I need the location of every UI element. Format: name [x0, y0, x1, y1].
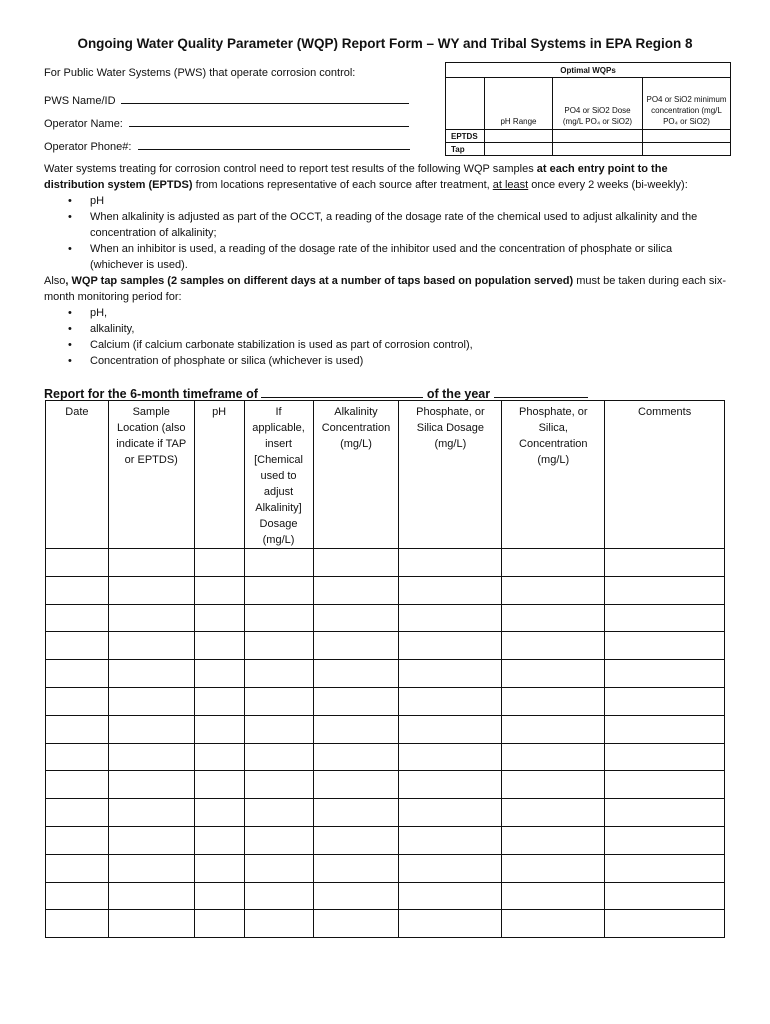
- table-cell[interactable]: [244, 549, 313, 577]
- table-cell[interactable]: [46, 632, 109, 660]
- table-cell[interactable]: [46, 771, 109, 799]
- table-cell[interactable]: [46, 826, 109, 854]
- table-cell[interactable]: [313, 743, 399, 771]
- table-row: [46, 604, 725, 632]
- table-cell[interactable]: [194, 687, 244, 715]
- operator-phone-row: [44, 138, 410, 153]
- table-cell[interactable]: [502, 743, 605, 771]
- table-cell[interactable]: [313, 882, 399, 910]
- table-cell[interactable]: [313, 660, 399, 688]
- pws-name-label: PWS Name/ID: [44, 95, 116, 107]
- table-cell[interactable]: [244, 854, 313, 882]
- year-field[interactable]: [494, 386, 588, 398]
- table-cell[interactable]: [244, 604, 313, 632]
- table-cell[interactable]: [46, 687, 109, 715]
- para1-text-bold: at each entry point to the distribution system (EPTDS): [44, 163, 668, 191]
- table-cell[interactable]: [399, 660, 502, 688]
- wqp-col-ph: pH Range: [485, 78, 553, 130]
- table-row: [46, 632, 725, 660]
- col-date-header: Date: [46, 401, 109, 549]
- table-cell[interactable]: [194, 632, 244, 660]
- operator-phone-field[interactable]: [138, 138, 410, 150]
- wqp-row-tap: Tap: [446, 143, 485, 156]
- table-cell[interactable]: [399, 771, 502, 799]
- table-cell[interactable]: [244, 771, 313, 799]
- table-row: [46, 799, 725, 827]
- table-cell[interactable]: [108, 826, 194, 854]
- table-cell[interactable]: [605, 549, 725, 577]
- table-cell[interactable]: [605, 854, 725, 882]
- wqp-tap-dose-cell[interactable]: [553, 143, 643, 156]
- table-cell[interactable]: [46, 576, 109, 604]
- report-heading-text-b: of the year: [426, 387, 491, 401]
- para2-text-c: must be taken during each six-month monitoring period for:: [44, 275, 727, 303]
- table-row: [46, 576, 725, 604]
- wqp-col-dose: PO4 or SiO2 Dose (mg/L PO₄ or SiO2): [553, 78, 643, 130]
- table-cell[interactable]: [194, 771, 244, 799]
- table-cell[interactable]: [46, 715, 109, 743]
- table-cell[interactable]: [313, 715, 399, 743]
- table-cell[interactable]: [313, 576, 399, 604]
- table-cell[interactable]: [399, 910, 502, 938]
- table-row: [46, 882, 725, 910]
- intro-line: For Public Water Systems (PWS) that operate corrosion control:: [44, 67, 356, 79]
- table-cell[interactable]: [399, 576, 502, 604]
- table-cell[interactable]: [399, 549, 502, 577]
- timeframe-field[interactable]: [261, 386, 423, 398]
- table-cell[interactable]: [244, 743, 313, 771]
- para1-text-underline: at least: [492, 179, 529, 191]
- table-cell[interactable]: [399, 882, 502, 910]
- table-row: [46, 910, 725, 938]
- table-cell[interactable]: [605, 632, 725, 660]
- table-cell[interactable]: [46, 549, 109, 577]
- list-item: • Concentration of phosphate or silica (whichever is used): [44, 353, 726, 369]
- table-cell[interactable]: [605, 687, 725, 715]
- col-phosphate-dosage-header: Phosphate, or Silica Dosage (mg/L): [399, 401, 502, 549]
- table-cell[interactable]: [108, 799, 194, 827]
- table-cell[interactable]: [194, 799, 244, 827]
- table-cell[interactable]: [399, 743, 502, 771]
- table-row: [46, 854, 725, 882]
- table-cell[interactable]: [399, 826, 502, 854]
- table-cell[interactable]: [244, 799, 313, 827]
- tap-paragraph: [44, 273, 726, 305]
- table-cell[interactable]: [46, 910, 109, 938]
- table-cell[interactable]: [46, 799, 109, 827]
- table-cell[interactable]: [502, 549, 605, 577]
- list-item: • When an inhibitor is used, a reading of the dosage rate of the inhibitor used and the concentration of phosphate or silica (whichever is used).: [44, 241, 726, 273]
- para1-text-a: Water systems treating for corrosion control need to report test results of the following WQP samples: [44, 163, 537, 175]
- list-item: • pH: [44, 193, 726, 209]
- table-cell[interactable]: [46, 604, 109, 632]
- table-cell[interactable]: [313, 771, 399, 799]
- table-cell[interactable]: [46, 854, 109, 882]
- para2-text-bold: , WQP tap samples (2 samples on different days at a number of taps based on population served): [65, 275, 574, 287]
- table-cell[interactable]: [605, 799, 725, 827]
- operator-name-row: [44, 115, 409, 130]
- report-table-body: [46, 549, 725, 938]
- table-cell[interactable]: [194, 882, 244, 910]
- eptds-bullet-list: [44, 193, 726, 273]
- wqp-tap-ph-cell[interactable]: [485, 143, 553, 156]
- table-cell[interactable]: [244, 687, 313, 715]
- col-alkalinity-conc-header: Alkalinity Concentration (mg/L): [313, 401, 399, 549]
- table-cell[interactable]: [194, 826, 244, 854]
- table-cell[interactable]: [399, 799, 502, 827]
- table-cell[interactable]: [399, 604, 502, 632]
- table-cell[interactable]: [108, 632, 194, 660]
- list-item: • pH,: [44, 305, 726, 321]
- table-cell[interactable]: [502, 715, 605, 743]
- wqp-col-conc: PO4 or SiO2 minimum concentration (mg/L PO₄ or SiO2): [643, 78, 731, 130]
- wqp-row-eptds: EPTDS: [446, 130, 485, 143]
- pws-name-field[interactable]: [121, 92, 409, 104]
- table-cell[interactable]: [399, 715, 502, 743]
- table-cell[interactable]: [313, 549, 399, 577]
- table-cell[interactable]: [502, 576, 605, 604]
- table-cell[interactable]: [194, 604, 244, 632]
- table-cell[interactable]: [502, 799, 605, 827]
- table-cell[interactable]: [313, 799, 399, 827]
- report-heading-text-a: Report for the 6-month timeframe of: [44, 387, 258, 401]
- wqp-eptds-conc-cell[interactable]: [643, 130, 731, 143]
- table-cell[interactable]: [605, 771, 725, 799]
- col-sample-location-header: Sample Location (also indicate if TAP or EPTDS): [108, 401, 194, 549]
- table-cell[interactable]: [502, 632, 605, 660]
- list-item: • Calcium (if calcium carbonate stabilization is used as part of corrosion control),: [44, 337, 726, 353]
- table-cell[interactable]: [399, 687, 502, 715]
- col-ph-header: pH: [194, 401, 244, 549]
- table-cell[interactable]: [194, 743, 244, 771]
- table-cell[interactable]: [244, 632, 313, 660]
- table-cell[interactable]: [502, 882, 605, 910]
- table-cell[interactable]: [108, 604, 194, 632]
- table-cell[interactable]: [313, 632, 399, 660]
- table-cell[interactable]: [108, 854, 194, 882]
- table-cell[interactable]: [244, 660, 313, 688]
- table-cell[interactable]: [46, 743, 109, 771]
- table-cell[interactable]: [194, 549, 244, 577]
- wqp-eptds-ph-cell[interactable]: [485, 130, 553, 143]
- table-cell[interactable]: [194, 660, 244, 688]
- pws-name-row: [44, 92, 409, 107]
- table-cell[interactable]: [108, 660, 194, 688]
- table-cell[interactable]: [399, 632, 502, 660]
- table-cell[interactable]: [605, 715, 725, 743]
- table-cell[interactable]: [605, 604, 725, 632]
- optimal-wqp-table: [445, 62, 731, 156]
- col-phosphate-conc-header: Phosphate, or Silica, Concentration (mg/L): [502, 401, 605, 549]
- table-cell[interactable]: [244, 715, 313, 743]
- table-cell[interactable]: [108, 715, 194, 743]
- table-cell[interactable]: [108, 743, 194, 771]
- table-cell[interactable]: [194, 715, 244, 743]
- table-cell[interactable]: [244, 882, 313, 910]
- table-cell[interactable]: [313, 910, 399, 938]
- wqp-eptds-dose-cell[interactable]: [553, 130, 643, 143]
- col-comments-header: Comments: [605, 401, 725, 549]
- table-cell[interactable]: [108, 576, 194, 604]
- table-cell[interactable]: [399, 854, 502, 882]
- operator-name-field[interactable]: [129, 115, 409, 127]
- table-cell[interactable]: [502, 687, 605, 715]
- table-cell[interactable]: [313, 826, 399, 854]
- table-cell[interactable]: [313, 604, 399, 632]
- wqp-header: Optimal WQPs: [446, 63, 731, 78]
- table-cell[interactable]: [605, 576, 725, 604]
- eptds-paragraph: [44, 161, 726, 369]
- table-cell[interactable]: [605, 882, 725, 910]
- table-cell[interactable]: [108, 771, 194, 799]
- table-cell[interactable]: [502, 660, 605, 688]
- table-cell[interactable]: [605, 743, 725, 771]
- operator-phone-label: Operator Phone#:: [44, 141, 132, 153]
- table-cell[interactable]: [605, 660, 725, 688]
- table-cell[interactable]: [108, 687, 194, 715]
- table-cell[interactable]: [244, 910, 313, 938]
- list-item: • When alkalinity is adjusted as part of the OCCT, a reading of the dosage rate of the chemical used to adjust alkalinity and the concentration of alkalinity;: [44, 209, 726, 241]
- table-cell[interactable]: [108, 882, 194, 910]
- table-cell[interactable]: [244, 576, 313, 604]
- page-title: Ongoing Water Quality Parameter (WQP) Report Form – WY and Tribal Systems in EPA Region 8: [77, 36, 693, 51]
- table-cell[interactable]: [502, 771, 605, 799]
- table-row: [46, 687, 725, 715]
- table-row: [46, 549, 725, 577]
- wqp-blank-corner: [446, 78, 485, 130]
- table-cell[interactable]: [605, 826, 725, 854]
- report-heading: [44, 386, 588, 401]
- table-cell[interactable]: [194, 854, 244, 882]
- table-cell[interactable]: [502, 854, 605, 882]
- table-cell[interactable]: [502, 910, 605, 938]
- table-cell[interactable]: [313, 687, 399, 715]
- table-row: [46, 660, 725, 688]
- table-cell[interactable]: [313, 854, 399, 882]
- para2-text-a: Also: [44, 275, 66, 287]
- report-table: [45, 400, 725, 938]
- table-row: [46, 715, 725, 743]
- table-cell[interactable]: [502, 826, 605, 854]
- table-cell[interactable]: [46, 660, 109, 688]
- table-cell[interactable]: [108, 549, 194, 577]
- table-row: [46, 826, 725, 854]
- list-item: • alkalinity,: [44, 321, 726, 337]
- table-cell[interactable]: [244, 826, 313, 854]
- table-cell[interactable]: [605, 910, 725, 938]
- table-row: [46, 771, 725, 799]
- table-cell[interactable]: [194, 576, 244, 604]
- para1-text-e: once every 2 weeks (bi-weekly):: [528, 179, 688, 191]
- table-cell[interactable]: [194, 910, 244, 938]
- table-cell[interactable]: [502, 604, 605, 632]
- tap-bullet-list: [44, 305, 726, 369]
- col-alkalinity-dosage-header: If applicable, insert [Chemical used to adjust Alkalinity] Dosage (mg/L): [244, 401, 313, 549]
- para1-text-c: from locations representative of each source after treatment,: [192, 179, 493, 191]
- wqp-tap-conc-cell[interactable]: [643, 143, 731, 156]
- operator-name-label: Operator Name:: [44, 118, 123, 130]
- table-cell[interactable]: [46, 882, 109, 910]
- table-cell[interactable]: [108, 910, 194, 938]
- table-row: [46, 743, 725, 771]
